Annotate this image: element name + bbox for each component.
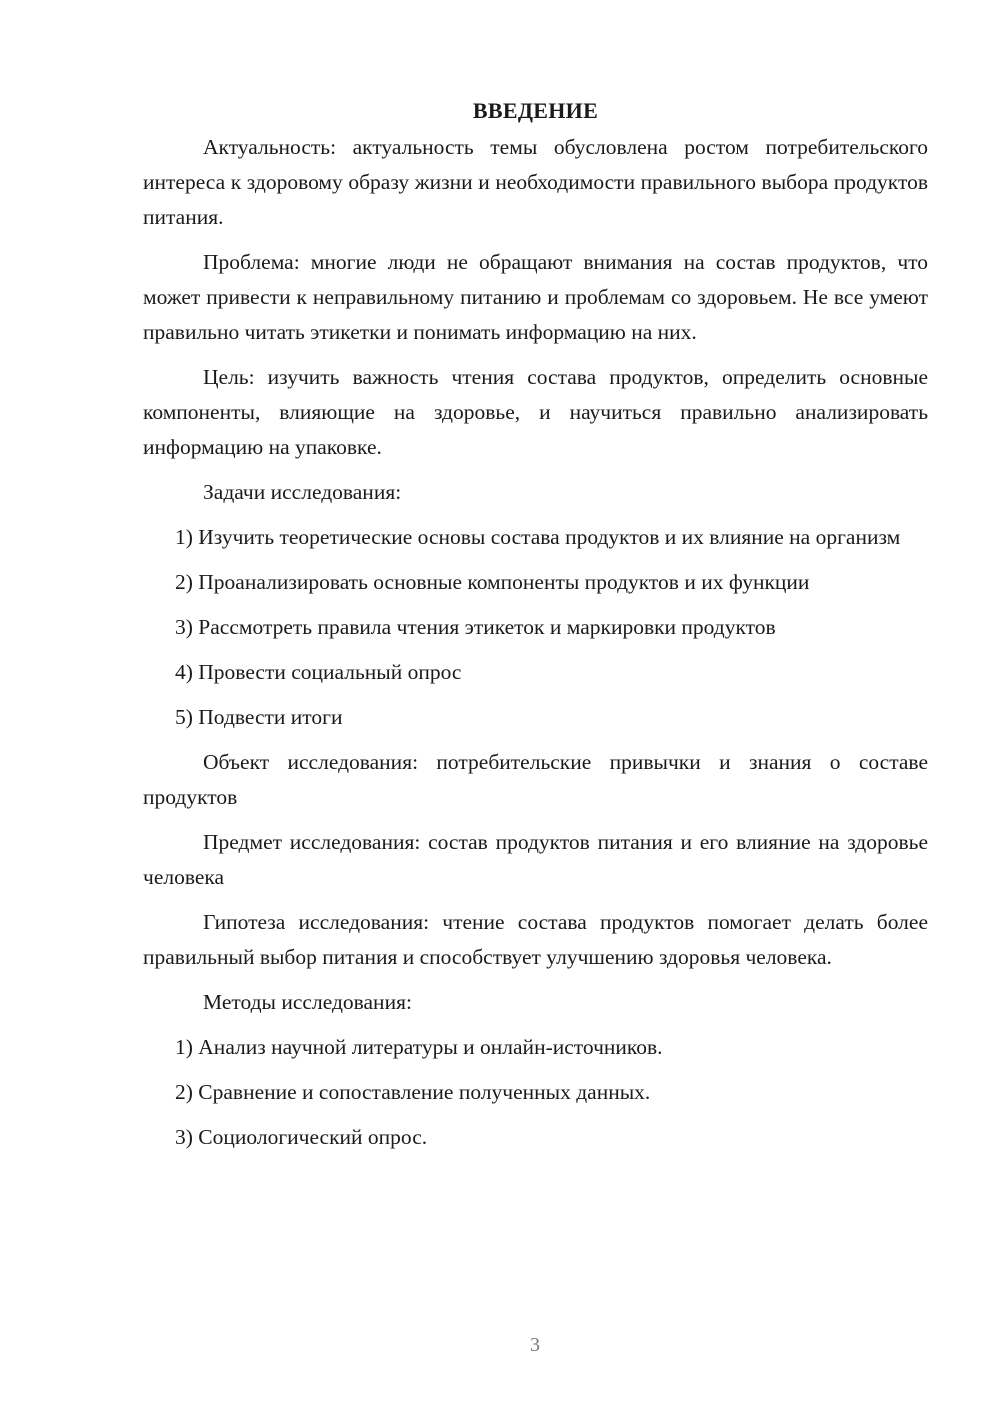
paragraph-relevance: Актуальность: актуальность темы обусловлена ростом потребительского интереса к здоровому образу жизни и необходимости правильного выбора продуктов питания.: [143, 135, 928, 229]
task-item-3: 3) Рассмотреть правила чтения этикеток и маркировки продуктов: [175, 615, 776, 639]
paragraph-problem: Проблема: многие люди не обращают внимания на состав продуктов, что может привести к неправильному питанию и проблемам со здоровьем. Не все умеют правильно читать этикетки и понимать информацию на них.: [143, 250, 928, 344]
task-item-2: 2) Проанализировать основные компоненты продуктов и их функции: [175, 570, 810, 594]
paragraph-subject: Предмет исследования: состав продуктов питания и его влияние на здоровье человека: [143, 830, 928, 889]
section-title: ВВЕДЕНИЕ: [472, 98, 599, 123]
paragraph-object: Объект исследования: потребительские привычки и знания о составе продуктов: [143, 750, 928, 809]
method-item-3: 3) Социологический опрос.: [175, 1125, 428, 1149]
method-item-2: 2) Сравнение и сопоставление полученных данных.: [175, 1080, 651, 1104]
task-item-4: 4) Провести социальный опрос: [175, 660, 462, 684]
task-item-5: 5) Подвести итоги: [175, 705, 343, 729]
paragraph-methods-heading: Методы исследования:: [203, 990, 412, 1014]
paragraph-tasks-heading: Задачи исследования:: [203, 480, 402, 504]
document-page: [143, 96, 928, 1165]
task-item-1: 1) Изучить теоретические основы состава продуктов и их влияние на организм: [175, 525, 901, 549]
method-item-1: 1) Анализ научной литературы и онлайн-источников.: [175, 1035, 663, 1059]
paragraph-goal: Цель: изучить важность чтения состава продуктов, определить основные компоненты, влияющие на здоровье, и научиться правильно анализировать информацию на упаковке.: [143, 365, 928, 459]
paragraph-hypothesis: Гипотеза исследования: чтение состава продуктов помогает делать более правильный выбор питания и способствует улучшению здоровья человека.: [143, 910, 928, 969]
page-number: 3: [530, 1334, 540, 1356]
